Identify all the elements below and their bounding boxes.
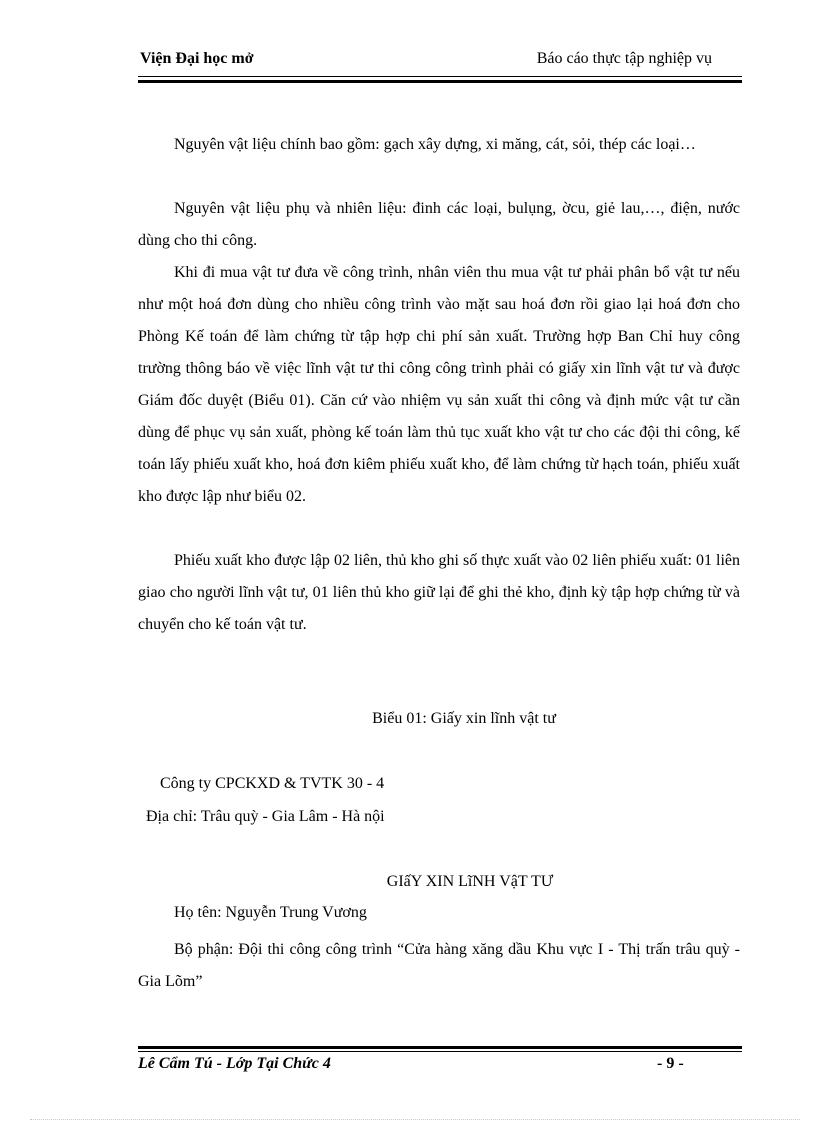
header-report-title: Báo cáo thực tập nghiệp vụ [536,50,712,67]
paragraph-main-materials [138,129,740,161]
page-header [138,50,742,74]
paragraph-auxiliary-materials [138,193,740,257]
paragraph-text: Nguyên vật liệu phụ và nhiên liệu: đinh các loại, bulụng, ờcu, giẻ lau,…, điện, nước dùng cho thi công. [138,200,740,249]
page-bottom-dotted-line [30,1119,800,1120]
footer-author: Lê Cẩm Tú - Lớp Tại Chức 4 [138,1055,331,1072]
paragraph-text: Phiếu xuất kho được lập 02 liên, thủ kho ghi số thực xuất vào 02 liên phiếu xuất: 01 liên giao cho người lĩnh vật tư, 01 liên thủ kho giữ lại để ghi thẻ kho, định kỳ tập hợp chứng từ và chuyển cho kế toán vật tư. [138,552,740,633]
paragraph-text: Nguyên vật liệu chính bao gồm: gạch xây dựng, xi măng, cát, sỏi, thép các loại… [174,136,696,153]
company-address: Địa chỉ: Trâu quỳ - Gia Lâm - Hà nội [146,808,385,825]
paragraph-purchasing-process [138,257,740,513]
page-number: - 9 - [657,1055,684,1072]
paragraph-warehouse-slip [138,545,740,641]
form-title: GIấY XIN LĩNH VậT TƯ [386,873,554,890]
header-divider [138,76,742,83]
company-name: Công ty CPCKXD & TVTK 30 - 4 [160,775,385,792]
paragraph-text: Khi đi mua vật tư đưa về công trình, nhân viên thu mua vật tư phải phân bổ vật tư nếu như một hoá đơn dùng cho nhiều công trình vào mặt sau hoá đơn rồi giao lại hoá đơn cho Phòng Kế toán để làm chứng từ tập hợp chi phí sản xuất. Trường hợp Ban Chỉ huy công trường thông báo về việc lĩnh vật tư thi công công trình phải có giấy xin lĩnh vật tư và được Giám đốc duyệt (Biểu 01). Căn cứ vào nhiệm vụ sản xuất thi công và định mức vật tư cần dùng để phục vụ sản xuất, phòng kế toán làm thủ tục xuất kho vật tư cho các đội thi công, kế toán lấy phiếu xuất kho, hoá đơn kiêm phiếu xuất kho, để làm chứng từ hạch toán, phiếu xuất kho được lập như biểu 02. [138,264,740,505]
department-text: Bộ phận: Đội thi công công trình “Cửa hàng xăng dầu Khu vực I - Thị trấn trâu quỳ - Gia Lõm” [138,941,740,990]
table-caption: Biểu 01: Giấy xin lĩnh vật tư [372,710,556,727]
form-department [138,934,740,998]
form-fullname: Họ tên: Nguyễn Trung Vương [174,904,367,921]
header-institution: Viện Đại học mở [140,50,254,67]
footer-divider [138,1046,742,1052]
